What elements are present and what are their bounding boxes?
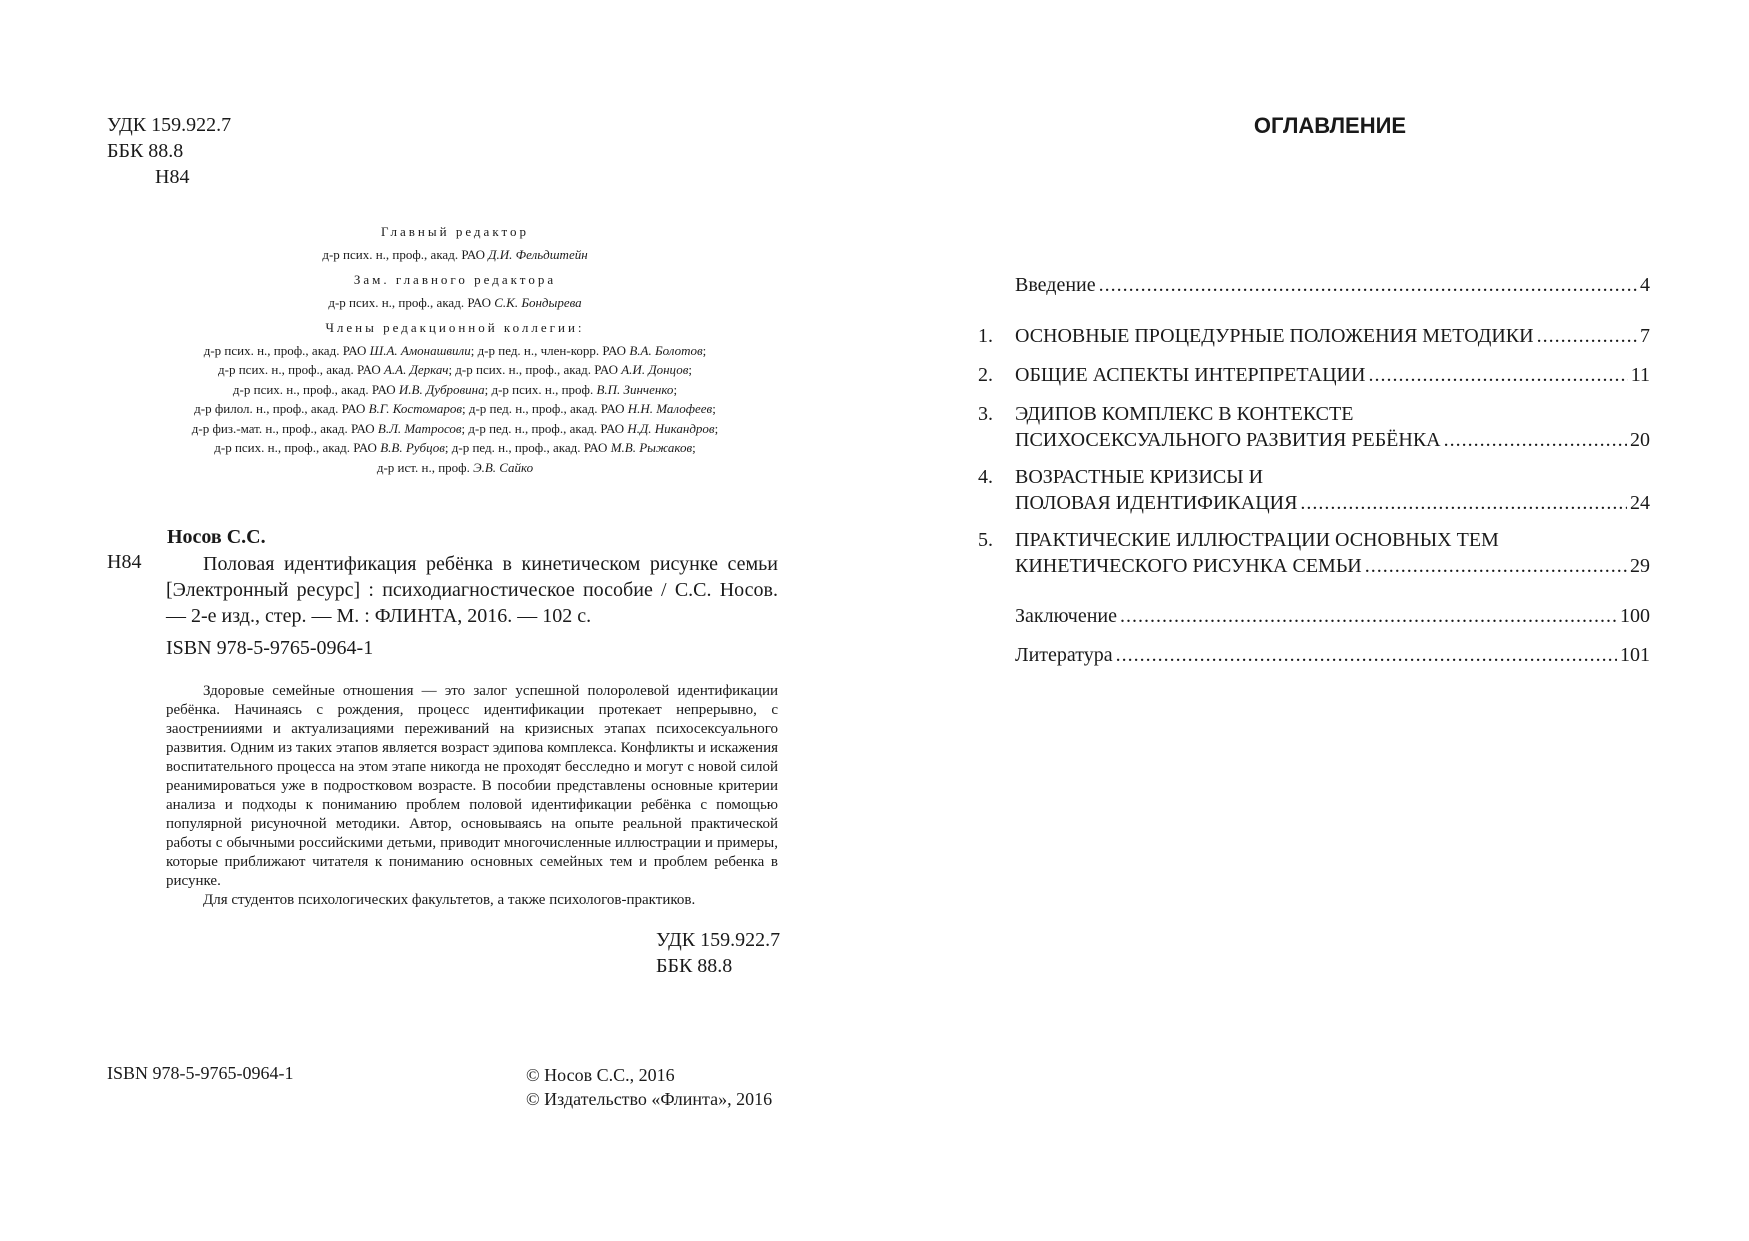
toc-entry[interactable] — [1015, 272, 1650, 298]
board-member-title: ; — [673, 381, 678, 397]
toc-page-number: 20 — [1630, 429, 1650, 451]
bibliographic-description — [166, 551, 778, 629]
board-member-name: А.И. Донцов — [621, 362, 689, 377]
toc-page-number: 4 — [1640, 274, 1650, 296]
board-member-line — [130, 380, 780, 400]
toc-entry[interactable] — [1015, 603, 1650, 629]
toc-entry-number: 3. — [978, 403, 993, 425]
bib-author-mark: Н84 — [107, 551, 142, 573]
toc-leader-dots — [1537, 323, 1637, 349]
toc-entry[interactable] — [1015, 642, 1650, 668]
toc-entry-number: 2. — [978, 364, 993, 386]
toc-leader-dots — [1116, 642, 1617, 668]
toc-entry-title: ЭДИПОВ КОМПЛЕКС В КОНТЕКСТЕ — [1015, 403, 1354, 425]
audience-paragraph: Для студентов психологических факультетов, а также психологов-практиков. — [203, 892, 696, 908]
abstract-paragraph: Здоровые семейные отношения — это залог успешной полоролевой идентификации ребёнка. Начинаясь с рождения, процесс идентификации протекает непрерывно, с заостренииями и актуализациями переживаний на кризисных этапах психосексуального развития. Одним из таких этапов является возраст эдипова комплекса. Конфликты и искажения воспитательного процесса на этом этапе никогда не проходят бесследно и могут с новой силой реанимироваться уже в подростковом возрасте. В пособии представлены основные критерии анализа и подходы к пониманию проблем половой идентификации ребёнка с помощью популярной рисуночной методики. Автор, основываясь на опыте реальной практической работы с обычными российскими детьми, приводит многочисленные иллюстрации и примеры, которые приближают читателя к пониманию основных семейных тем и проблем ребенка в рисунке. — [166, 683, 778, 889]
board-member-title: ; д-р пед. н., проф., акад. РАО — [444, 440, 611, 455]
toc-entry-title: ОСНОВНЫЕ ПРОЦЕДУРНЫЕ ПОЛОЖЕНИЯ МЕТОДИКИ — [1015, 325, 1534, 347]
toc-entry-title: ПСИХОСЕКСУАЛЬНОГО РАЗВИТИЯ РЕБЁНКА — [1015, 429, 1441, 451]
toc-entry-title: ПОЛОВАЯ ИДЕНТИФИКАЦИЯ — [1015, 492, 1298, 514]
board-member-title: ; — [714, 420, 719, 436]
toc-entry[interactable] — [1015, 362, 1650, 388]
chief-editor: д-р псих. н., проф., акад. РАО Д.И. Фельдштейн — [322, 246, 588, 262]
board-member-title: ; — [688, 362, 692, 377]
deputy-editor: д-р псих. н., проф., акад. РАО С.К. Бондырева — [328, 294, 582, 310]
board-member-name: В.Г. Костомаров — [368, 401, 462, 416]
board-member-name: Э.В. Сайко — [473, 459, 534, 475]
board-member-title: д-р псих. н., проф., акад. РАО — [203, 342, 370, 358]
toc-entry-title: КИНЕТИЧЕСКОГО РИСУНКА СЕМЬИ — [1015, 555, 1362, 577]
board-member-title: ; — [702, 342, 707, 358]
board-member-title: ; д-р пед. н., член-корр. РАО — [470, 342, 630, 358]
author-mark: Н84 — [155, 166, 190, 188]
bib-text: Половая идентификация ребёнка в кинетическом рисунке семьи [Электронный ресурс] : психодиагностическое пособие / С.С. Носов. — 2-е изд., стер. — М. : ФЛИНТА, 2016. — 102 с. — [166, 553, 778, 627]
abstract — [166, 682, 778, 910]
chief-editor-name: Д.И. Фельдштейн — [488, 246, 588, 262]
board-member-name: В.Л. Матросов — [377, 420, 462, 436]
toc-entry[interactable] — [1015, 464, 1650, 516]
board-member-title: ; д-р пед. н., проф., акад. РАО — [461, 401, 628, 416]
toc-leader-dots — [1444, 427, 1627, 453]
toc-page-number: 29 — [1630, 555, 1650, 577]
deputy-editor-name: С.К. Бондырева — [494, 294, 582, 310]
toc-entry-title: Введение — [1015, 274, 1096, 296]
board-member-title: д-р псих. н., проф., акад. РАО — [232, 381, 399, 397]
board-member-name: И.В. Дубровина — [398, 381, 485, 397]
board-member-name: Н.Н. Малофеев — [627, 401, 713, 416]
board-member-title: д-р псих. н., проф., акад. РАО — [214, 440, 381, 455]
copyright-block — [526, 1063, 772, 1111]
toc-leader-dots — [1099, 272, 1637, 298]
toc-entry-number: 4. — [978, 466, 993, 488]
toc-page-number: 24 — [1630, 492, 1650, 514]
board-member-title: ; д-р псих. н., проф., акад. РАО — [448, 362, 622, 377]
toc-page-number: 11 — [1630, 364, 1650, 386]
toc-leader-dots — [1368, 362, 1627, 388]
deputy-editor-caption: Зам. главного редактора — [353, 272, 557, 287]
board-members-caption: Члены редакционной коллегии: — [325, 320, 585, 335]
board-member-title: ; д-р псих. н., проф. — [484, 381, 597, 397]
toc-entry-title: ОБЩИЕ АСПЕКТЫ ИНТЕРПРЕТАЦИИ — [1015, 364, 1366, 386]
toc-leader-dots — [1120, 603, 1617, 629]
board-member-title: ; д-р пед. н., проф., акад. РАО — [461, 420, 628, 436]
bbk-code-bottom: ББК 88.8 — [656, 955, 733, 977]
toc-page-number: 101 — [1620, 644, 1650, 666]
toc-page-number: 7 — [1640, 325, 1650, 347]
board-member-title: ; — [692, 440, 696, 455]
udk-code: УДК 159.922.7 — [107, 114, 232, 136]
toc-entry[interactable] — [1015, 527, 1650, 579]
board-member-line — [130, 341, 780, 361]
classification-codes-bottom — [656, 927, 780, 979]
isbn-line: ISBN 978-5-9765-0964-1 — [166, 637, 374, 659]
toc-entry-title: Литература — [1015, 644, 1113, 666]
board-member-name: В.П. Зинченко — [596, 381, 674, 397]
board-member-line — [130, 360, 780, 380]
author-heading: Носов С.С. — [167, 526, 266, 548]
copyright-publisher: © Издательство «Флинта», 2016 — [526, 1089, 773, 1109]
board-member-name: В.А. Болотов — [629, 342, 703, 358]
board-member-name: Н.Д. Никандров — [627, 420, 715, 436]
board-member-name: Ш.А. Амонашвили — [369, 342, 471, 358]
bbk-code: ББК 88.8 — [107, 140, 184, 162]
classification-codes — [107, 112, 231, 190]
toc-entry-number: 5. — [978, 529, 993, 551]
board-member-line — [130, 458, 780, 478]
board-member-line — [130, 419, 780, 439]
isbn-bottom: ISBN 978-5-9765-0964-1 — [107, 1063, 294, 1083]
toc-entry-title: ПРАКТИЧЕСКИЕ ИЛЛЮСТРАЦИИ ОСНОВНЫХ ТЕМ — [1015, 529, 1499, 551]
board-member-title: д-р филол. н., проф., акад. РАО — [194, 401, 369, 416]
editorial-board — [130, 222, 780, 477]
board-member-title: ; — [712, 401, 716, 416]
udk-code-bottom: УДК 159.922.7 — [656, 929, 781, 951]
board-member-title: д-р псих. н., проф., акад. РАО — [218, 362, 384, 377]
toc-entry-title: Заключение — [1015, 605, 1117, 627]
toc-entry[interactable] — [1015, 323, 1650, 349]
board-member-line — [130, 399, 780, 419]
board-members-list — [130, 341, 780, 478]
board-member-name: М.В. Рыжаков — [610, 440, 693, 455]
board-member-name: А.А. Деркач — [383, 362, 449, 377]
toc-entry[interactable] — [1015, 401, 1650, 453]
toc-entry-title: ВОЗРАСТНЫЕ КРИЗИСЫ И — [1015, 466, 1264, 488]
board-member-line — [130, 438, 780, 458]
toc-title: ОГЛАВЛЕНИЕ — [1253, 113, 1407, 138]
board-member-title: д-р ист. н., проф. — [376, 459, 474, 475]
toc-entry-number: 1. — [978, 325, 993, 347]
toc-leader-dots — [1365, 553, 1627, 579]
copyright-author: © Носов С.С., 2016 — [526, 1065, 675, 1085]
chief-editor-caption: Главный редактор — [381, 224, 529, 239]
board-member-name: В.В. Рубцов — [380, 440, 445, 455]
board-member-title: д-р физ.-мат. н., проф., акад. РАО — [191, 420, 378, 436]
toc-leader-dots — [1300, 490, 1627, 516]
toc-page-number: 100 — [1620, 605, 1650, 627]
